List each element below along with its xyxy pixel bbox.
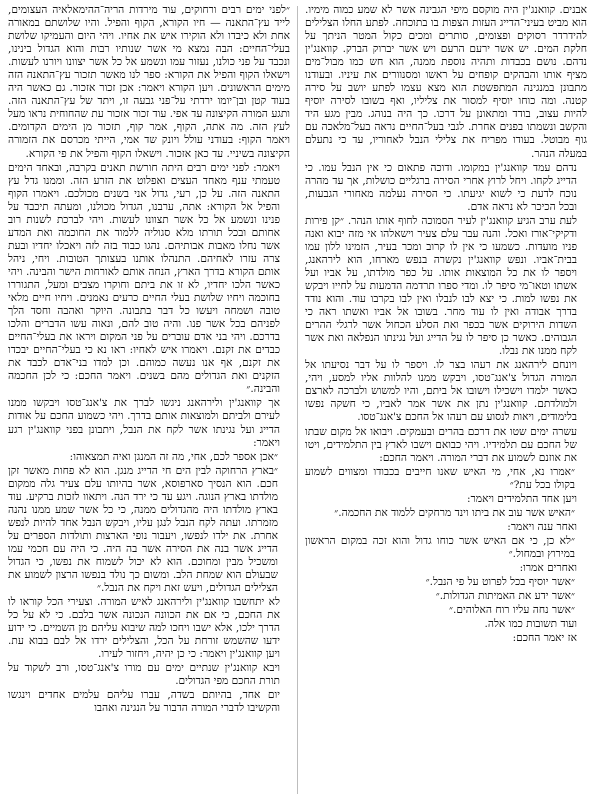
dialogue-line: ״אשר ידע את האמיתות הגדולות.״ — [435, 590, 575, 603]
dialogue-line: ואחר ענה ויאמר: — [507, 520, 577, 533]
paragraph: לא יתחשבו קוואנג'ין ולירהאנג לאיש המורה. וצעירי הכל קוראו לו את החכם, כי אם את הכוונה הנכונה אשר בלבם. כי לא על כל הדרך ילכו, אלא ישבו ויחכו למה שיבוא עליהם מן השמיים. כי ידוע ידעו שהשמש זורחת על הכל, והצלילים ירדו אל לבם בבוא עת. ויען קוואנג'ין ויאמר: כי כן יהיה, ויחזור לעירו. — [8, 596, 280, 661]
dialogue-line: ״אמרו נא, אחי, מי האיש שאנו חייבים בכבודו ומצווים לשמוע בקולו בכל עת?״ — [305, 465, 575, 491]
paragraph: עשרה ימים שטו את דרכם בהרים ובעמקים. ויבואו אל מקום שבתו של החכם עם תלמידיו. ויהי כבואם וישבו לארץ בין התלמידים, ויטו את אוזנם לשמוע את דברי המורה. ויאמר החכם: — [305, 425, 577, 464]
paragraph: ויבא קוואנג'ין שנתיים ימים עם מורו צ'אנג־טסו, ורב לשקוד על תורת החכם מפי הגדולים. — [8, 662, 280, 688]
dialogue-line: ״אשר יוסיף בכל לפרוט על פי הנבל.״ — [425, 576, 575, 589]
right-text-column — [305, 4, 587, 796]
column-divider — [297, 6, 298, 794]
paragraph: ״בארץ הרחוקה לבין הים חי הדייג מנגן. הוא לא פחות מאשר זקן חכם. הוא הנסיך סארפוסא, אשר בהיותו עלם צעיר גלה ממקום מולדתו בארץ הנוגה. ויגע עד כי ירד הנה. ויתאוו לזכות ברקיע. עוד בארץ מולדתו היה מהגדולים ממנה, כי כל אשר שמע ממנו נהנה מזמרתו. ועתה לקח הנבל לנגן עליו, ויבקש הנבל אחד להיות לנפש אחרת. את ילדו לנפשו, ויעבור נופי הארצות ותולדות הספרים על הדייג אשר בנה את הסירה אשר בה היה. כי היה עם חכמי עמו ומשכיל מבין ומחוכם. הוא לא יכול לשמוח את נפשו, כי הגדול שבעולם הוא שמחת הלב. ומשום כך נולד בנפשו הרצון לשמוע את הצלילים הגדולים, ויעש זאת ויקח את הנבל.״ — [8, 464, 278, 595]
paragraph: אבנים. קוואנג'ין היה מוקסם מיפי הגבינה אשר לא שמע כמוה מימיו. הוא מביט בעיני־הדייג העזות הצפות בו בתוכחה. לפתע החלו הצלילים להידרדר רסוקים ופצומים, סותרים ומכים כקול המטר הניתך על חלקת המים. יש אשר ירעם הרעם ויש אשר יברוק הברק. קוואנג'ין נדהם. נושם בכבדות ותהיה נוספת ממנה, הוא חש כמו מבול־מים מציף אותו והבהקים קופחים על ראשו ומסנוורים את עיניו. ובעודנו מתבונן במנגינה המתפשטת הוא מצא עצמו לפתע יושב על סירה קטנה. ומה כוחו יוסיף למסור את צליליו, ואף בשובו לסירה יוסיף להיות עצוב, בודד ומתאונן על דרכו. כך היה בנוהג. מבין מגע היד והקשב ונשמתו בפנים אחרת. לגבי בעל־החיים נראה בעל־מלאכה עם גוף מבוטל. בעודו מפריח את צלילי הנבל לאחוריו, עד כי נתעלם במעלה הנהר. — [305, 4, 587, 160]
paragraph: ״לפני ימים רבים ורחוקים, עוד מירדות הריה־ההימאלאיה העצומים, לייד עץ־התאנה — חיו הקורא, הקוף והפיל. והיו שלושתם במאורה אחת ולא כיבדו ולא הוקירו איש את אחיו. ויהי היום והעמיקו שלושת בעלי־החיים: הבה נמצא מי אשר שנותיו רבות והוא הגדול בינינו, ונכבד על פני כולנו, נעזור עמו ונשמע אל כל אשר יצוונו ויורנו לעשות. וישאלו הקוף והפיל את הקורא: ספר לנו מאשר תזכור עץ־התאנה הזה מימים הראשונים. ויען הקורא ויאמר: אכן זכור אזכור. גם כאשר היה בעוד קטן ובן־יומו ירדתי על־פני גבעה זו, ויתד של עץ־התאנה הזה. ותגע המורה הקיצונה עד אפי. עוד זכור אזכור עת שהחוחית נראו מעל לעץ הזה. מה אתה, הקוף, אמר קוף, תזכור מן הימים הקדומים. ויאמר הקוף: בעודני עולל ויונק שד אמי, הייתי מכרסם את הזמורה הקיצונה בשיניי. עד כאן אזכור. וישאלו הקוף והפיל את פי הקורא. — [8, 4, 290, 160]
dialogue-line: ועוד תשובות כמו אלה. — [484, 618, 577, 631]
dialogue-line: ויען אחד התלמידים ויאמר: — [467, 492, 577, 505]
dialogue-line: ואחרים אמרו: — [519, 561, 577, 574]
dialogue-line: ״אשר נחה עליו רוח האלוהים.״ — [449, 604, 575, 617]
dialogue-line: ״האיש אשר עוב את ביתו וינד מרחקים ללמוד את החכמה.״ — [334, 506, 575, 519]
paragraph: נדהם עמד קוואנג'ין במקומו. ודוכה פתאום כי אין הנבל עמו. כי הדייג לקחו. ויחל לרוץ אחרי הסירה ברגליים כושלות, אך עד מהרה נוכח לדעת כי לשוא יגיעתו. כי הסירה נעלמה מאחורי הגבעות, ובכל הכיכר לא נראה אדם. — [305, 161, 577, 213]
dialogue-line: אז יאמר החכם: — [512, 632, 577, 645]
dialogue-line: ״אכן אספר לכם, אחי, מה זה המנגן ואיה תמצאוהו: — [69, 450, 278, 463]
paragraph: ויונחם לירהאנג את רעהו בצר לו. ויספר לו על דבר נסיעתו אל המורה הגדול צ'אנג־טסו, ויבקש ממנו להלוות אליו למסע, ויהי, כאשר ילמדו וישכילו וישובו אל ביתם, והיו למשוש ולברכה לארצם ולמולדתם. קוואנג'ין נתן את אשר אמר לאביו, כי חשקה נפשו בלימודים, ויאות לנסוע עם רעהו אל החכם צ'אנג־טסו. — [305, 359, 577, 424]
paragraph: לעת ערב הגיע קוואנג'ין לעיר הסמוכה לחוף אותו הנהר. ״קן פירות ודקיקי־אורז ואכל. והנה עבר עלם צעיר וישאלהו אי מזה יבוא ואנה פניו מועדות. כשמעו כי אין לו קרוב ומכר בעיר, הזמינו ללון עמו בבית־אביו. ונפש קוואנג'ין נקשרה בנפש מארחו, הוא לירהאנג, ויספר לו את כל המוצאות אותו. על כפר מולדתו, על אביו ועל אשתו וטאו־מי סיפר לו. ומדי ספרו תרדמה הדמעות על לחייו ויבקש את נפשו למות. כי יצא לבו לנבלו ואין לבו בקרבו עוד. והוא נודד בדרך אבודה ואין לו עוד מחר. בשובו אל אביו ואשתו ראה כי השדות הירוקים אשר בכפר ואת הסלע הכחול אשר לרגלי ההרים הגבוהים. כאשר כן סיפר לו על הדייג ועל נגינתו הנפלאה ואת אשר לקח ממנו את נבלו. — [305, 214, 577, 358]
paragraph: אך קוואנג'ין ולירהאנג ניגשו לברך את צ'אנג־טסו ויבקשו ממנו לעירם ולביתם ולמוצאות אותם בדרך. ויהי כשמוע החכם על אודות הדייג ועל נגינתו אשר לקח את הנבל, ויתבונן בפני קוואנג'ין רגע ויאמר: — [8, 397, 280, 449]
paragraph: ויאמר: לפני ימים רבים היתה חורשת תאנים בקרבה, ובאחד הימים טעמתי ענף מאחד העצים ואפלוט את הזרע הזה. וממנו גדל עץ התאנה הזה. על כן, רעי, גדול אני בשנים מכולכם. ויאמרו הקוף והפיל אל הקורא: אתה, ערבנו, הגדול מכולנו, ומעתה תיכבד על פנינו ונשמע אל כל אשר תצוונו לעשות. ויהי לברכת לשנות רוב אחותם ובכל תורתו מלא סגוליה ללמוד את החוכמה ואת המדע אשר נחלו מאבות אבותיהם. נהגו כבוד בזה לזה ויאכלו יחדיו ובעת צרה עזרו לאחיהם. התנהלו אותנו בעצותך הטובות. ויחי, ניהל אותם הקורא בדרך הארץ, הנחה אותם לאורחות הישר והבינה. ויהי כאשר הלכו יחדיו, לא זו את ביתם וחוקרו מצבים ומעל, התגוררו בחוכמה ויחיו שלושת בעלי החיים כרעים נאמנים. ויחיו חיים מלאי טובה ושמחה ויעשו כל דבר בתבונה. היוקר ואהבה וחסד הלך לפניהם בכל אשר פנו. והיה טוב להם, ונאוה עשו הדברים והלכו בדרכם. ויהי בני אדם עוברים על פני המקום ויראו את בעלי־החיים כבדים את זקנם. ויאמרו איש לאחיו: ראו נא כי בעלי־החיים יבכדו את זקנם, אף אנו נעשה כמוהם. וכן למדו בני־אדם לכבד את הזקנים ואת הגדולים מהם בשנים. ויאמר החכם: כי לכן החכמה והבינה.״ — [8, 161, 280, 396]
paragraph: יום אחד, בהיותם בשדה, עברו עליהם עלמים אחדים וינגשו והקשיבו לדברי המורה הדבור על הנגינה ואהבו — [8, 689, 280, 715]
dialogue-line: ״לא כן, כי אם האיש אשר כוחו גדול והוא זכה במקום הראשון במירוץ ובמחול.״ — [305, 534, 575, 560]
left-text-column — [8, 4, 290, 796]
